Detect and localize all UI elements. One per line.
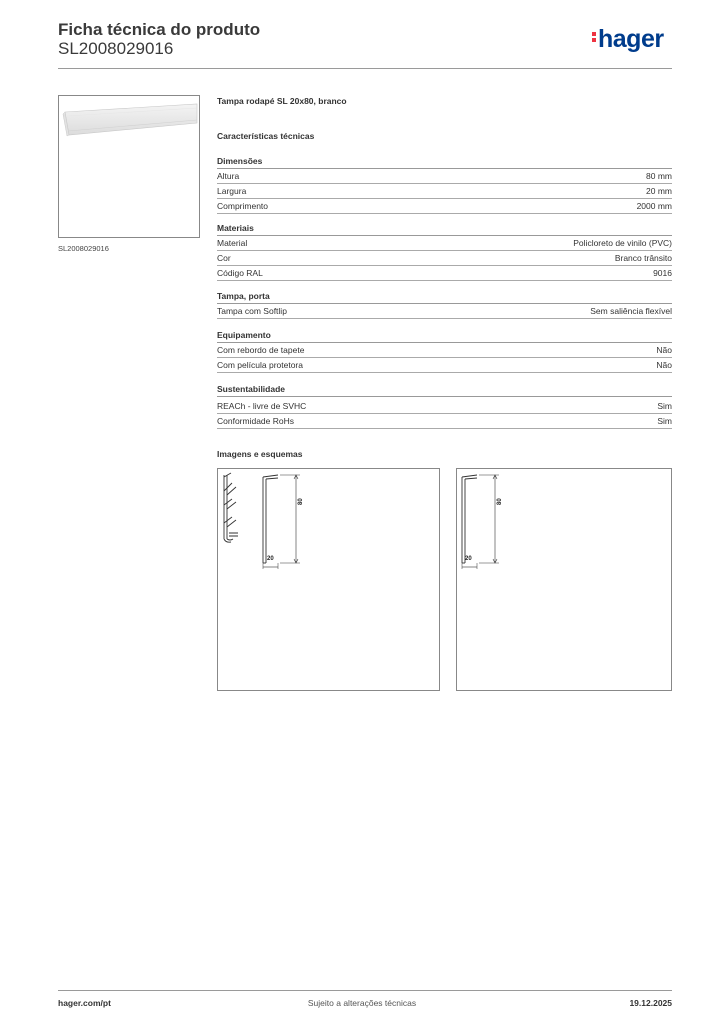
row-label: Com rebordo de tapete [217,345,305,355]
table-row [217,169,672,184]
product-code: SL2008029016 [58,39,174,58]
technical-drawing-2 [456,468,672,691]
row-value: Sem saliência flexível [590,306,672,316]
width-dim-label: 20 [465,556,472,562]
table-row [217,343,672,358]
row-label: Altura [217,171,240,181]
product-name: Tampa rodapé SL 20x80, branco [217,96,347,106]
group-tampa-porta [217,290,672,319]
row-label: Tampa com Softlip [217,306,287,316]
width-dim-label: 20 [267,556,274,562]
profile-drawing-icon [218,469,439,690]
row-value: 20 mm [646,186,672,196]
table-row [217,399,672,414]
group-title: Tampa, porta [217,290,672,304]
row-value: Branco trânsito [614,253,672,263]
images-section-title: Imagens e esquemas [217,449,303,459]
footer-divider [58,990,672,991]
hager-logo [592,27,664,52]
table-row [217,199,672,214]
table-row [217,236,672,251]
row-value: 9016 [653,268,672,278]
row-label: Material [217,238,248,248]
table-row [217,358,672,373]
row-value: Sim [657,416,672,426]
height-dim-label: 80 [298,498,304,505]
row-label: Com película protetora [217,360,303,370]
row-value: Não [656,360,672,370]
table-row [217,251,672,266]
table-row [217,266,672,281]
group-materiais [217,222,672,281]
row-value: 2000 mm [636,201,672,211]
row-label: Largura [217,186,247,196]
product-image [58,95,200,238]
image-caption: SL2008029016 [58,244,109,253]
page-title: Ficha técnica do produto [58,20,261,39]
technical-drawing-1 [217,468,440,691]
group-title: Materiais [217,222,672,236]
row-value: Sim [657,401,672,411]
cover-drawing-icon [457,469,671,690]
row-value: 80 mm [646,171,672,181]
cover-strip-icon [59,96,199,237]
table-row [217,304,672,319]
group-dimensoes [217,155,672,214]
row-label: Conformidade RoHs [217,416,295,426]
row-label: Cor [217,253,231,263]
logo-dots-icon [592,30,597,44]
row-label: Comprimento [217,201,269,211]
footer-note: Sujeito a alterações técnicas [307,998,417,1008]
row-value: Policloreto de vinilo (PVC) [573,238,672,248]
group-title: Equipamento [217,329,672,343]
group-title: Dimensões [217,155,672,169]
row-label: Código RAL [217,268,263,278]
group-title: Sustentabilidade [217,383,672,397]
row-label: REACh - livre de SVHC [217,401,307,411]
section-title: Características técnicas [217,131,315,141]
logo-text: hager [598,25,664,53]
table-row [217,414,672,429]
row-value: Não [656,345,672,355]
table-row [217,184,672,199]
footer-date: 19.12.2025 [629,998,672,1008]
group-equipamento [217,329,672,373]
height-dim-label: 80 [497,498,503,505]
group-sustentabilidade [217,383,672,429]
header-divider [58,68,672,69]
footer-website-link[interactable]: hager.com/pt [58,998,111,1008]
